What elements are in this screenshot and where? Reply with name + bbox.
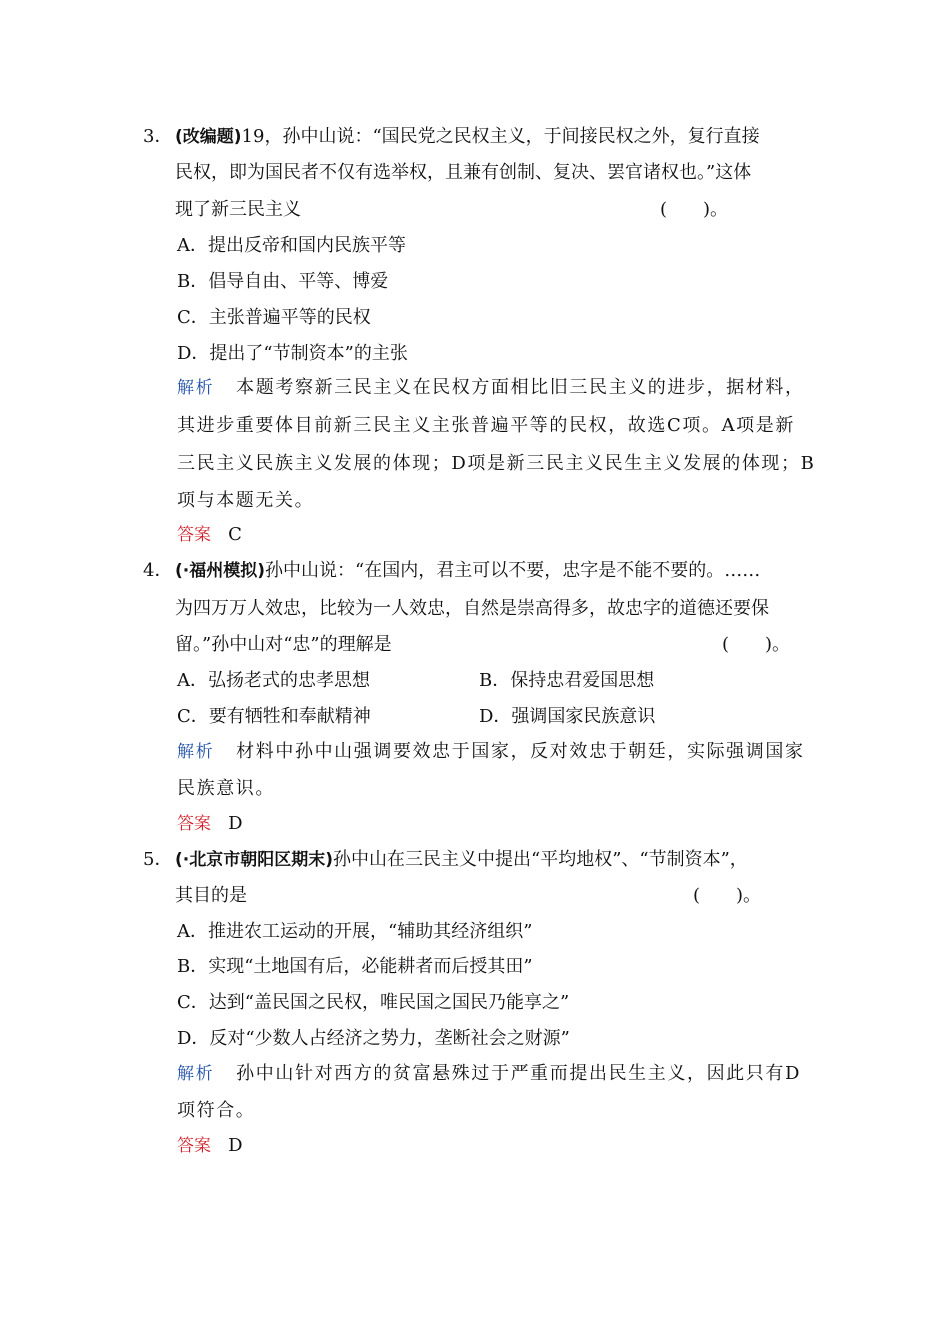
- option-c: C．达到“盖民国之民权，唯民国之国民乃能享之”: [177, 992, 570, 1013]
- option-a: A．弘扬老式的忠孝思想: [177, 670, 370, 691]
- question-number: 4．: [143, 560, 173, 581]
- question-stem-line: 5． (·北京市朝阳区期末)孙中山在三民主义中提出“平均地权”、“节制资本”，: [143, 849, 748, 870]
- question-stem-line: 留。”孙中山对“忠”的理解是: [175, 634, 392, 655]
- analysis-line: 项与本题无关。: [177, 490, 315, 511]
- answer-label: 答案: [177, 525, 211, 545]
- question-stem-line: 民权，即为国民者不仅有选举权，且兼有创制、复决、罢官诸权也。”这体: [175, 162, 752, 183]
- question-source: (·北京市朝阳区期末): [175, 850, 333, 870]
- answer-value: C: [228, 524, 242, 545]
- analysis-line: 解析 材料中孙中山强调要效忠于国家，反对效忠于朝廷，实际强调国家: [177, 741, 805, 762]
- option-c: C．主张普遍平等的民权: [177, 307, 371, 328]
- question-stem-line: 其目的是: [175, 885, 247, 906]
- option-b: B．倡导自由、平等、博爱: [177, 271, 389, 292]
- analysis-label: 解析: [177, 742, 215, 762]
- option-b: B．实现“土地国有后，必能耕者而后授其田”: [177, 956, 533, 977]
- answer-blank: ( )。: [660, 199, 729, 220]
- answer-value: D: [228, 813, 243, 834]
- analysis-line: 其进步重要体目前新三民主义主张普遍平等的民权，故选C项。A项是新: [177, 415, 795, 436]
- question-stem-line: 现了新三民主义: [175, 199, 301, 220]
- option-c: C．要有牺牲和奉献精神: [177, 706, 371, 727]
- question-number: 5．: [143, 849, 173, 870]
- analysis-line: 项符合。: [177, 1100, 256, 1121]
- option-d: D．反对“少数人占经济之势力，垄断社会之财源”: [177, 1028, 570, 1049]
- answer-line: [177, 1134, 243, 1158]
- answer-blank: ( )。: [693, 885, 762, 906]
- analysis-label: 解析: [177, 1064, 215, 1084]
- question-source: (·福州模拟): [175, 561, 265, 581]
- question-source: (改编题): [175, 127, 242, 147]
- analysis-line: 民族意识。: [177, 778, 275, 799]
- answer-label: 答案: [177, 1136, 211, 1156]
- option-d: D．强调国家民族意识: [479, 706, 656, 727]
- analysis-line: 解析 孙中山针对西方的贫富悬殊过于严重而提出民生主义，因此只有D: [177, 1063, 802, 1084]
- answer-value: D: [228, 1135, 243, 1156]
- answer-line: [177, 523, 242, 547]
- answer-line: [177, 812, 243, 836]
- option-b: B．保持忠君爱国思想: [479, 670, 655, 691]
- answer-label: 答案: [177, 814, 211, 834]
- analysis-label: 解析: [177, 378, 215, 398]
- option-a: A．推进农工运动的开展，“辅助其经济组织”: [177, 921, 533, 942]
- question-stem-line: 3． (改编题)19，孙中山说：“国民党之民权主义，于间接民权之外，复行直接: [143, 126, 760, 147]
- option-a: A．提出反帝和国内民族平等: [177, 235, 406, 256]
- question-stem-line: 4． (·福州模拟)孙中山说：“在国内，君主可以不要，忠字是不能不要的。……: [143, 560, 761, 581]
- answer-blank: ( )。: [722, 634, 791, 655]
- analysis-line: 三民主义民族主义发展的体现；D项是新三民主义民生主义发展的体现；B: [177, 453, 816, 474]
- option-d: D．提出了“节制资本”的主张: [177, 343, 408, 364]
- question-number: 3．: [143, 126, 173, 147]
- analysis-line: 解析 本题考察新三民主义在民权方面相比旧三民主义的进步，据材料，: [177, 377, 805, 398]
- question-stem-line: 为四万万人效忠，比较为一人效忠，自然是崇高得多，故忠字的道德还要保: [175, 598, 769, 619]
